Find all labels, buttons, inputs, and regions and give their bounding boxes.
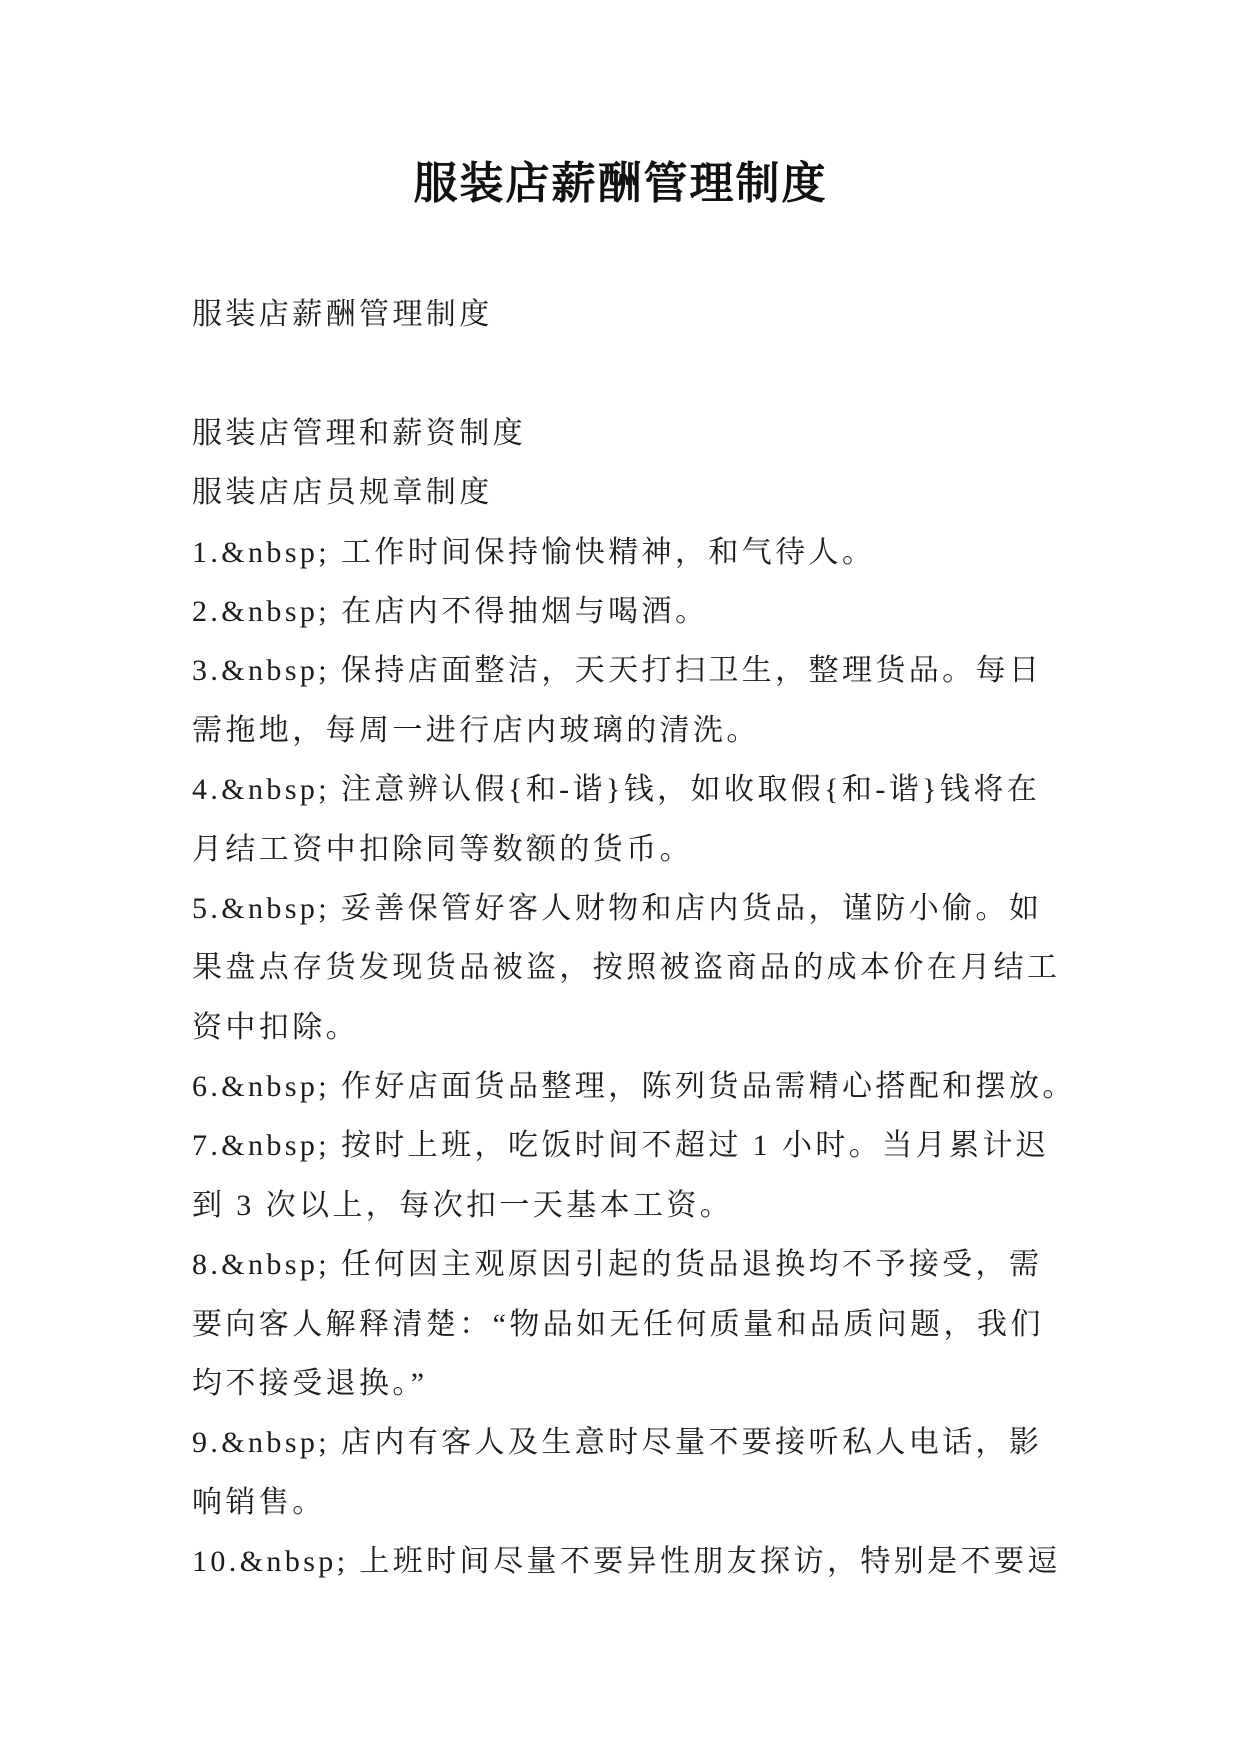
rule-line: 要向客人解释清楚：“物品如无任何质量和品质问题，我们: [192, 1307, 1044, 1341]
rule-line: 均不接受退换。”: [192, 1367, 428, 1401]
document-title: 服装店薪酬管理制度: [413, 159, 828, 208]
subsection-title: 服装店店员规章制度: [192, 476, 493, 510]
rule-line: 到 3 次以上，每次扣一天基本工资。: [192, 1188, 734, 1222]
rule-item-6: [192, 1057, 1132, 1116]
blank-line: [192, 344, 1132, 403]
rule-line: 2.&nbsp; 在店内不得抽烟与喝酒。: [192, 594, 709, 628]
rule-line: 3.&nbsp; 保持店面整洁，天天打扫卫生，整理货品。每日: [192, 654, 1043, 688]
rule-item-2: [192, 582, 1132, 641]
document-heading: 服装店薪酬管理制度: [192, 298, 493, 331]
rule-item-7: [192, 1116, 1132, 1235]
rule-item-1: [192, 523, 1132, 582]
rule-line: 10.&nbsp; 上班时间尽量不要异性朋友探访，特别是不要逗: [192, 1545, 1061, 1579]
rule-line: 响销售。: [192, 1485, 326, 1519]
rule-line: 需拖地，每周一进行店内玻璃的清洗。: [192, 713, 760, 747]
rule-line: 5.&nbsp; 妥善保管好客人财物和店内货品，谨防小偷。如: [192, 891, 1043, 925]
rule-line: 4.&nbsp; 注意辨认假{和-谐}钱，如收取假{和-谐}钱将在: [192, 773, 1041, 807]
rule-line: 果盘点存货发现货品被盗，按照被盗商品的成本价在月结工: [192, 951, 1061, 985]
rule-line: 9.&nbsp; 店内有客人及生意时尽量不要接听私人电话，影: [192, 1426, 1043, 1460]
rule-line: 月结工资中扣除同等数额的货币。: [192, 832, 693, 866]
section-title: 服装店管理和薪资制度: [192, 416, 526, 450]
rule-item-5: [192, 879, 1132, 1057]
document-body: [192, 285, 1132, 1592]
rule-line: 1.&nbsp; 工作时间保持愉快精神，和气待人。: [192, 535, 876, 569]
rule-item-10: [192, 1532, 1132, 1591]
rule-line: 资中扣除。: [192, 1010, 359, 1044]
rule-item-8: [192, 1235, 1132, 1413]
rule-item-9: [192, 1413, 1132, 1532]
rule-line: 6.&nbsp; 作好店面货品整理，陈列货品需精心搭配和摆放。: [192, 1070, 1076, 1104]
rule-item-3: [192, 641, 1132, 760]
rule-item-4: [192, 760, 1132, 879]
rule-line: 8.&nbsp; 任何因主观原因引起的货品退换均不予接受，需: [192, 1248, 1043, 1282]
rule-line: 7.&nbsp; 按时上班，吃饭时间不超过 1 小时。当月累计迟: [192, 1129, 1050, 1163]
